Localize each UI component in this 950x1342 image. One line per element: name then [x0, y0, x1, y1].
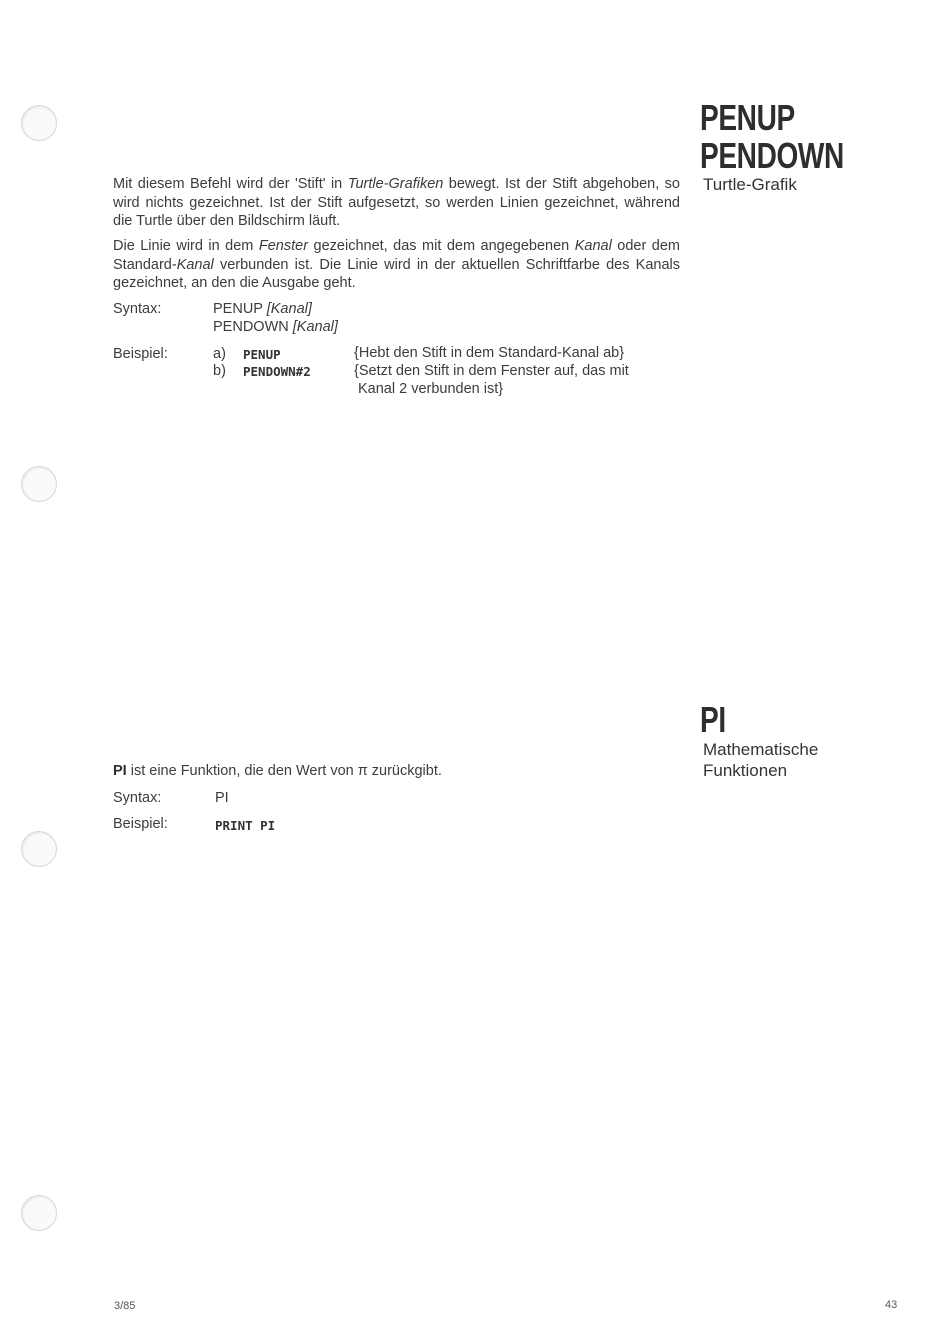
- syntax-label: Syntax:: [113, 301, 162, 317]
- emphasis-text: Kanal: [176, 256, 214, 273]
- description-paragraph: [113, 237, 680, 293]
- text-run: oder dem Standard-: [113, 238, 680, 273]
- example-comment: {Setzt den Stift in dem Fenster auf, das mit: [354, 363, 629, 379]
- emphasis-text: [Kanal]: [292, 319, 338, 335]
- description-text: ist eine Funktion, die den Wert von π zurückgibt.: [126, 763, 442, 779]
- section-category: Turtle-Grafik: [703, 175, 797, 194]
- syntax-label: Syntax:: [113, 790, 162, 806]
- binder-hole: [21, 1195, 57, 1231]
- example-marker: b): [213, 363, 226, 379]
- example-label: Beispiel:: [113, 346, 168, 362]
- section-category: Mathematische: [703, 740, 819, 759]
- page-number: 43: [885, 1299, 898, 1311]
- binder-hole: [21, 831, 57, 867]
- example-comment: {Hebt den Stift in dem Standard-Kanal ab}: [354, 345, 625, 361]
- text-run: PENDOWN: [213, 319, 293, 335]
- keyword-pi: PI: [113, 763, 127, 779]
- text-run: verbunden ist. Die Linie wird in der aktuellen Schriftfarbe des Kanals gezeichnet, an den die Ausgabe geht.: [113, 256, 680, 291]
- description-paragraph: [113, 762, 442, 781]
- text-run: PENUP: [213, 301, 267, 317]
- description-paragraph: [113, 175, 680, 231]
- section-title-pi: PI: [700, 699, 726, 740]
- example-code: PRINT PI: [215, 818, 276, 833]
- text-run: Mit diesem Befehl wird der 'Stift' in: [113, 176, 348, 192]
- section-title-pendown: PENDOWN: [700, 135, 844, 176]
- section-title-penup: PENUP: [700, 97, 795, 138]
- emphasis-text: Fenster: [258, 238, 309, 254]
- binder-hole: [21, 105, 57, 141]
- example-code: PENDOWN#2: [243, 364, 311, 379]
- emphasis-text: Turtle-Grafiken: [347, 176, 444, 192]
- emphasis-text: [Kanal]: [266, 301, 312, 317]
- text-run: gezeichnet, das mit dem angegebenen: [308, 238, 575, 254]
- footer-date: 3/85: [114, 1300, 136, 1312]
- syntax-line: [213, 300, 312, 319]
- example-label: Beispiel:: [113, 816, 168, 832]
- syntax-value: PI: [215, 790, 229, 806]
- text-run: Die Linie wird in dem: [113, 238, 259, 254]
- example-comment: Kanal 2 verbunden ist}: [358, 381, 504, 397]
- example-marker: a): [213, 346, 226, 362]
- text-run: bewegt. Ist der Stift abgehoben, so wird nichts gezeichnet. Ist der Stift aufgesetzt, so werden Linien gezeichnet, während die Turtle über den Bildschirm läuft.: [113, 176, 680, 229]
- section-category: Funktionen: [703, 761, 788, 780]
- binder-hole: [21, 466, 57, 502]
- emphasis-text: Kanal: [574, 238, 612, 254]
- syntax-line: [213, 318, 338, 337]
- example-code: PENUP: [243, 347, 281, 362]
